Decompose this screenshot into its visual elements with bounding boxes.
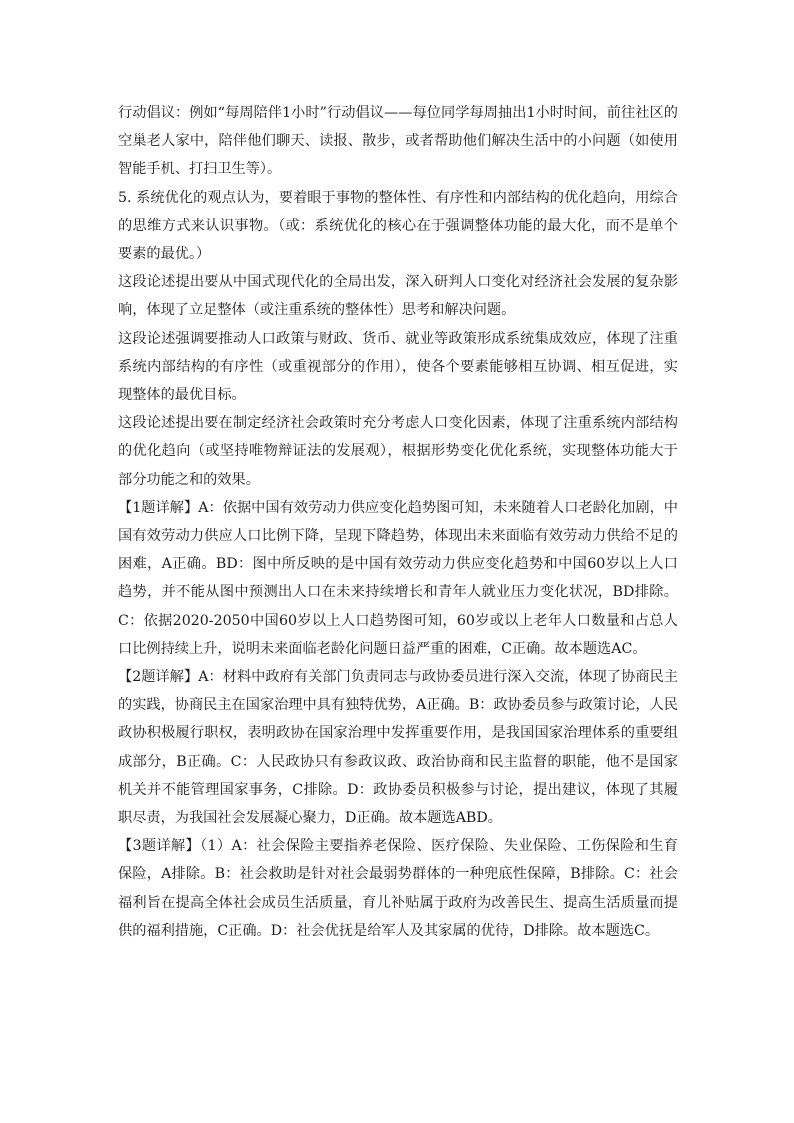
paragraph-analysis-trend: 这段论述提出要在制定经济社会政策时充分考虑人口变化因素，体现了注重系统内部结构的优化趋向（或坚持唯物辩证法的发展观），根据形势变化优化系统，实现整体功能大于部分功能之和的效果。 xyxy=(118,415,678,488)
paragraph-q1-explanation: 【1题详解】A：依据中国有效劳动力供应变化趋势图可知，未来随着人口老龄化加剧，中国有效劳动力供应人口比例下降，呈现下降趋势，体现出未来面临有效劳动力供给不足的困难，A正确。BD：图中所反映的是中国有效劳动力供应变化趋势和中国60岁以上人口趋势，并不能从图中预测出人口在未来持续增长和青年人就业压力变化状况，BD排除。C：依据2020-2050中国60岁以上人口趋势图可知，60岁或以上老年人口数量和占总人口比例持续上升，说明未来面临老龄化问题日益严重的困难，C正确。故本题选AC。 xyxy=(118,499,678,657)
paragraph-action-proposal: 行动倡议：例如“每周陪伴1小时”行动倡议——每位同学每周抽出1小时时间，前往社区的空巢老人家中，陪伴他们聊天、读报、散步，或者帮助他们解决生活中的小问题（如使用智能手机、打扫卫生等）。 xyxy=(118,105,678,178)
document-body xyxy=(118,99,678,945)
paragraph-analysis-whole: 这段论述提出要从中国式现代化的全局出发，深入研判人口变化对经济社会发展的复杂影响，体现了立足整体（或注重系统的整体性）思考和解决问题。 xyxy=(118,274,678,319)
paragraph-analysis-order: 这段论述强调要推动人口政策与财政、货币、就业等政策形成系统集成效应，体现了注重系统内部结构的有序性（或重视部分的作用），使各个要素能够相互协调、相互促进，实现整体的最优目标。 xyxy=(118,330,678,404)
paragraph-q2-explanation: 【2题详解】A：材料中政府有关部门负责同志与政协委员进行深入交流，体现了协商民主的实践，协商民主在国家治理中具有独特优势，A正确。B：政协委员参与政策讨论，人民政协积极履行职权，表明政协在国家治理中发挥重要作用，是我国国家治理体系的重要组成部分，B正确。C：人民政协只有参政议政、政治协商和民主监督的职能，他不是国家机关并不能管理国家事务，C排除。D：政协委员积极参与讨论，提出建议，体现了其履职尽责，为我国社会发展凝心聚力，D正确。故本题选ABD。 xyxy=(118,669,678,827)
paragraph-q3-explanation: 【3题详解】（1）A：社会保险主要指养老保险、医疗保险、失业保险、工伤保险和生育保险，A排除。B：社会救助是针对社会最弱势群体的一种兜底性保障，B排除。C：社会福利旨在提高全体社会成员生活质量，育儿补贴属于政府为改善民生、提高生活质量而提供的福利措施，C正确。D：社会优抚是给军人及其家属的优待，D排除。故本题选C。 xyxy=(118,838,678,939)
paragraph-system-optimization: 5. 系统优化的观点认为，要着眼于事物的整体性、有序性和内部结构的优化趋向，用综合的思维方式来认识事物。（或：系统优化的核心在于强调整体功能的最大化，而不是单个要素的最优。） xyxy=(118,189,678,263)
